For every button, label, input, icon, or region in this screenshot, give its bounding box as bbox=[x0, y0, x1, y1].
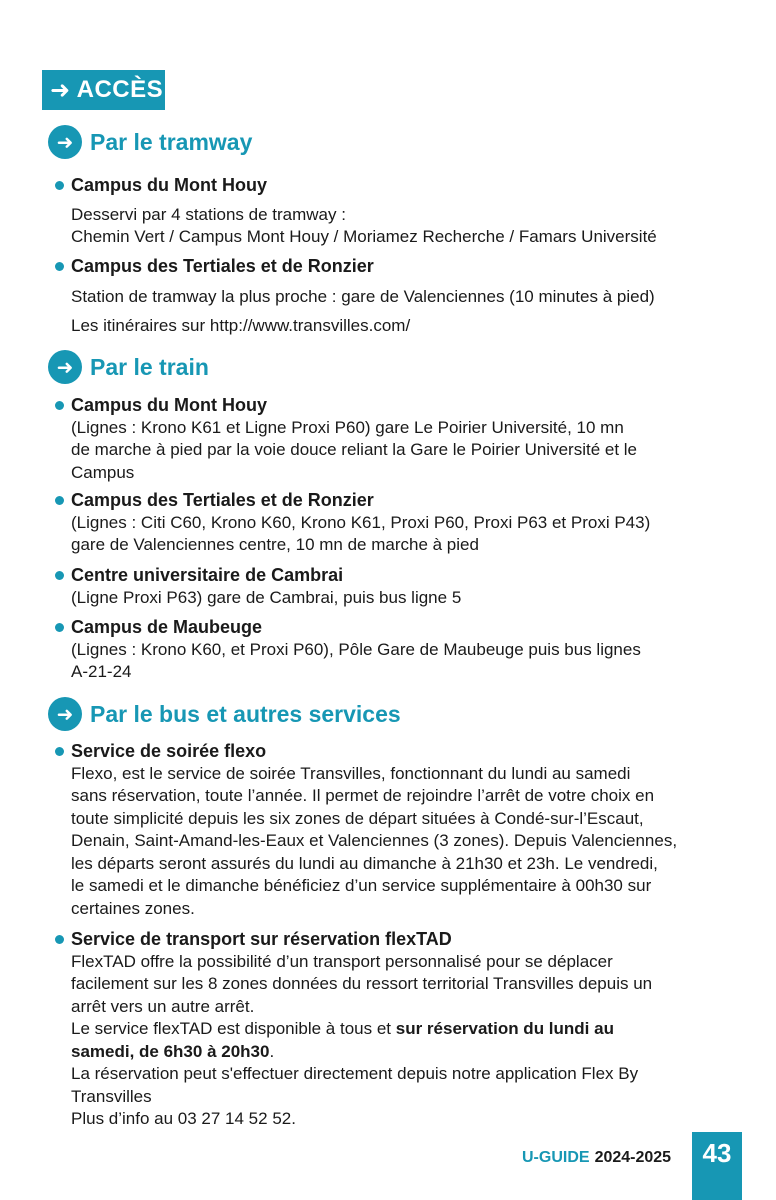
list-item bbox=[55, 489, 745, 557]
bullet-icon bbox=[55, 262, 64, 271]
text-line: le samedi et le dimanche bénéficiez d’un service supplémentaire à 00h30 sur bbox=[71, 876, 652, 895]
text-line: Chemin Vert / Campus Mont Houy / Moriamez Recherche / Famars Université bbox=[71, 227, 657, 246]
text-line: A-21-24 bbox=[71, 662, 132, 681]
item-body bbox=[71, 639, 745, 684]
item-title: Service de transport sur réservation flexTAD bbox=[71, 929, 452, 949]
item-title: Service de soirée flexo bbox=[71, 741, 267, 761]
list-item bbox=[55, 564, 745, 609]
list-item bbox=[55, 740, 745, 920]
text-line: Station de tramway la plus proche : gare de Valenciennes (10 minutes à pied) bbox=[71, 286, 655, 306]
list-item bbox=[55, 928, 745, 1131]
bullet-icon bbox=[55, 935, 64, 944]
footer-years: 2024-2025 bbox=[594, 1149, 672, 1166]
text-line: Campus bbox=[71, 462, 135, 482]
bullet-icon bbox=[55, 181, 64, 190]
item-heading bbox=[55, 564, 745, 587]
text-line: arrêt vers un autre arrêt. bbox=[71, 996, 255, 1016]
footer-label bbox=[522, 1145, 671, 1171]
text-bold: sur réservation du lundi au bbox=[395, 1019, 614, 1038]
list-item bbox=[55, 616, 745, 684]
page-number bbox=[692, 1132, 742, 1200]
text-line: Les itinéraires sur http://www.transvilles.com/ bbox=[71, 316, 411, 335]
section-heading-bus bbox=[48, 697, 401, 731]
item-title: Campus de Maubeuge bbox=[71, 617, 263, 637]
item-body bbox=[71, 204, 745, 249]
text-line: facilement sur les 8 zones données du ressort territorial Transvilles depuis un bbox=[71, 974, 653, 993]
list-item bbox=[55, 394, 745, 484]
section-title: Par le train bbox=[90, 353, 209, 380]
item-body bbox=[71, 763, 745, 921]
text-bold: samedi, de 6h30 à 20h30 bbox=[71, 1041, 270, 1061]
bullet-icon bbox=[55, 401, 64, 410]
text-line: Transvilles bbox=[71, 1086, 152, 1106]
item-heading bbox=[55, 616, 745, 639]
text-line: (Lignes : Krono K61 et Ligne Proxi P60) gare Le Poirier Université, 10 mn bbox=[71, 417, 624, 437]
bullet-icon bbox=[55, 571, 64, 580]
footer-brand: U-GUIDE bbox=[522, 1149, 590, 1166]
section-heading-train bbox=[48, 350, 209, 384]
item-title: Campus des Tertiales et de Ronzier bbox=[71, 490, 374, 510]
item-body bbox=[71, 417, 745, 485]
bullet-icon bbox=[55, 623, 64, 632]
item-heading bbox=[55, 174, 745, 197]
list-item bbox=[55, 255, 745, 338]
item-title: Campus du Mont Houy bbox=[71, 395, 267, 415]
item-title: Campus du Mont Houy bbox=[71, 175, 267, 195]
text-plain: . bbox=[269, 1041, 275, 1061]
arrow-right-icon: ➜ bbox=[48, 697, 82, 731]
arrow-right-icon: ➜ bbox=[48, 125, 82, 159]
list-item bbox=[55, 174, 745, 249]
item-heading bbox=[55, 740, 745, 763]
text-line-bold bbox=[71, 1041, 745, 1064]
item-heading bbox=[55, 255, 745, 278]
item-title: Centre universitaire de Cambrai bbox=[71, 565, 344, 585]
item-body bbox=[71, 512, 745, 557]
item-body bbox=[71, 951, 745, 1131]
page-number-text: 43 bbox=[702, 1138, 732, 1168]
text-line: Flexo, est le service de soirée Transvilles, fonctionnant du lundi au samedi bbox=[71, 763, 631, 783]
item-heading bbox=[55, 394, 745, 417]
text-line: (Lignes : Citi C60, Krono K60, Krono K61, Proxi P60, Proxi P63 et Proxi P43) bbox=[71, 512, 651, 532]
bullet-icon bbox=[55, 496, 64, 505]
section-title: Par le tramway bbox=[90, 128, 253, 155]
section-heading-tramway bbox=[48, 125, 252, 159]
text-line: sans réservation, toute l’année. Il permet de rejoindre l’arrêt de votre choix en bbox=[71, 786, 655, 805]
text-line: (Ligne Proxi P63) gare de Cambrai, puis bus ligne 5 bbox=[71, 587, 462, 607]
text-line: de marche à pied par la voie douce reliant la Gare le Poirier Université et le bbox=[71, 440, 638, 459]
item-title: Campus des Tertiales et de Ronzier bbox=[71, 256, 374, 276]
text-line: les départs seront assurés du lundi au dimanche à 21h30 et 23h. Le vendredi, bbox=[71, 853, 658, 873]
banner-title: ACCÈS bbox=[76, 76, 164, 103]
text-line: certaines zones. bbox=[71, 898, 195, 918]
text-line: (Lignes : Krono K60, et Proxi P60), Pôle Gare de Maubeuge puis bus lignes bbox=[71, 639, 641, 659]
bullet-icon bbox=[55, 747, 64, 756]
text-line: Denain, Saint-Amand-les-Eaux et Valenciennes (3 zones). Depuis Valenciennes, bbox=[71, 831, 678, 850]
item-body bbox=[71, 587, 745, 610]
arrow-right-icon: ➜ bbox=[50, 76, 71, 104]
text-line-mixed bbox=[71, 1018, 745, 1041]
text-line: toute simplicité depuis les six zones de départ situées à Condé-sur-l’Escaut, bbox=[71, 808, 644, 828]
item-body bbox=[71, 286, 745, 338]
text-plain: Le service flexTAD est disponible à tous et bbox=[71, 1019, 396, 1038]
text-line: La réservation peut s'effectuer directement depuis notre application Flex By bbox=[71, 1064, 639, 1083]
text-line: Plus d’info au 03 27 14 52 52. bbox=[71, 1109, 296, 1128]
arrow-right-icon: ➜ bbox=[48, 350, 82, 384]
item-heading bbox=[55, 928, 745, 951]
text-line: FlexTAD offre la possibilité d’un transport personnalisé pour se déplacer bbox=[71, 951, 613, 971]
text-line: Desservi par 4 stations de tramway : bbox=[71, 204, 346, 224]
item-heading bbox=[55, 489, 745, 512]
text-line: gare de Valenciennes centre, 10 mn de marche à pied bbox=[71, 535, 479, 554]
section-title: Par le bus et autres services bbox=[90, 700, 401, 727]
section-banner bbox=[42, 70, 165, 110]
